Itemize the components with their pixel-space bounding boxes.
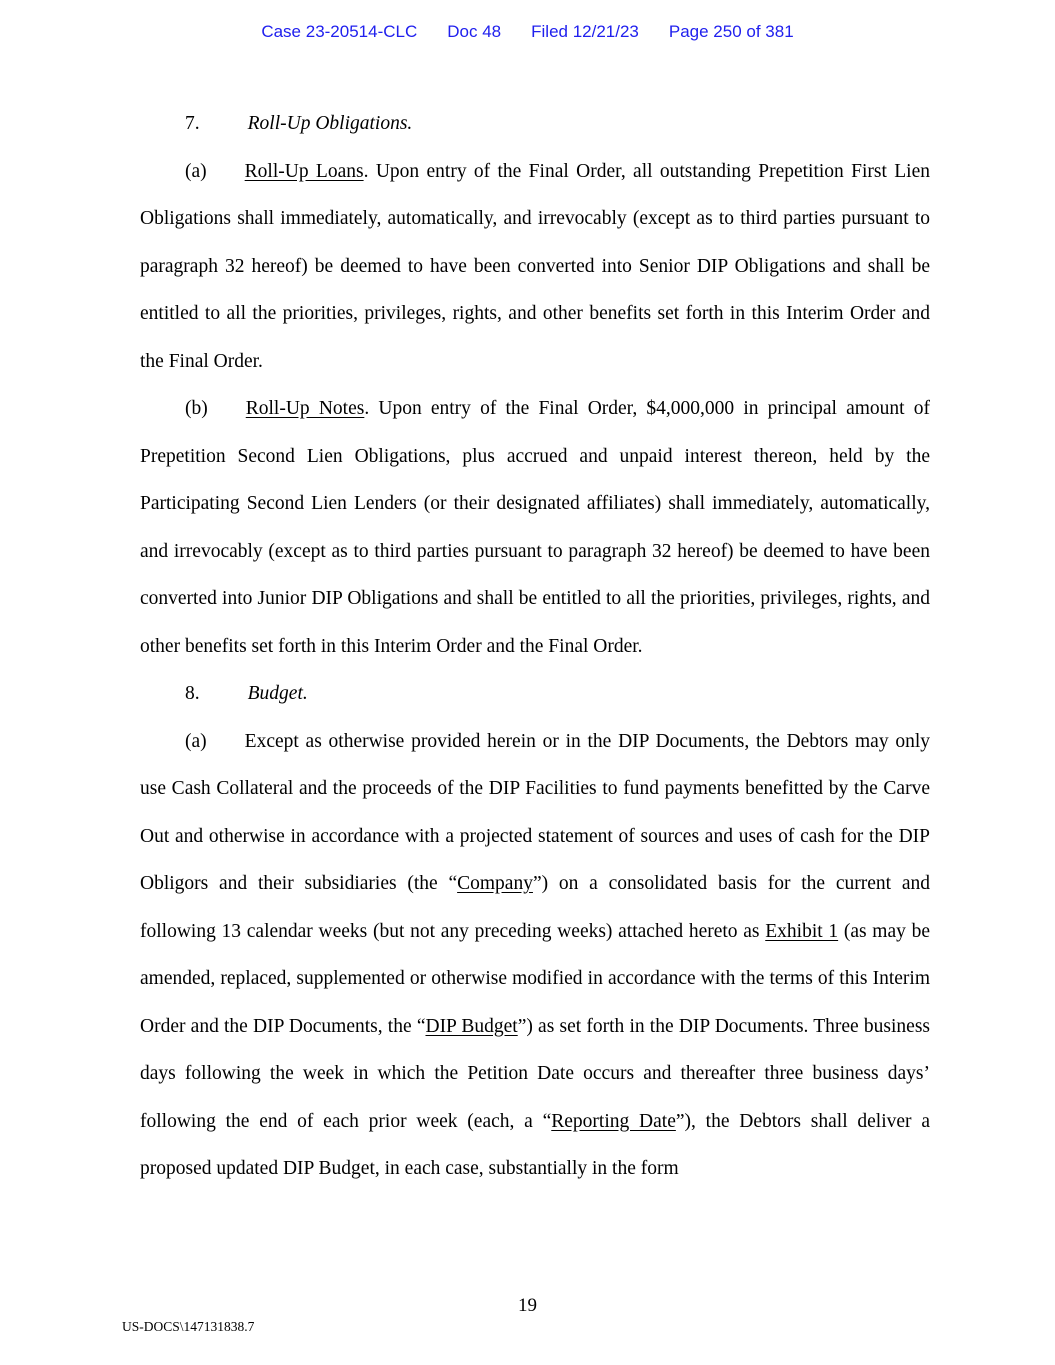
- document-body: [140, 100, 930, 1193]
- case-stamp: [0, 22, 1055, 42]
- defined-term-company: Company: [457, 873, 533, 894]
- body-text: ”) as set forth in the DIP Documents. Three business days following the week in which the Petition Date occurs and thereafter three business days’ following the end of each prior week (each, a “: [140, 1015, 930, 1132]
- body-text: . Upon entry of the Final Order, $4,000,000 in principal amount of Prepetition Second Lien Obligations, plus accrued and unpaid interest thereon, held by the Participating Second Lien Lenders (or their designated affiliates) shall immediately, automatically, and irrevocably (except as to third parties pursuant to paragraph 32 hereof) be deemed to have been converted into Junior DIP Obligations and shall be entitled to all the priorities, privileges, rights, and other benefits set forth in this Interim Order and the Final Order.: [140, 398, 930, 657]
- paragraph-7b: [140, 385, 930, 670]
- stamp-filed-date: Filed 12/21/23: [531, 22, 639, 41]
- body-text: ”) on a consolidated basis for the current and following 13 calendar weeks (but not any preceding weeks) attached hereto as: [140, 873, 931, 942]
- subparagraph-label: (a): [185, 160, 207, 182]
- paragraph-7a: [140, 148, 930, 386]
- paragraph-title: Roll-Up Obligations.: [247, 113, 413, 134]
- defined-term-dip-budget: DIP Budget: [425, 1015, 518, 1037]
- body-text: ”), the Debtors shall deliver a proposed updated DIP Budget, in each case, substantially in the form: [140, 1110, 930, 1179]
- paragraph-7-heading: [140, 100, 930, 148]
- defined-term-roll-up-loans: Roll-Up Loans: [244, 160, 364, 182]
- subparagraph-label: (a): [185, 730, 207, 752]
- defined-term-reporting-date: Reporting Date: [551, 1110, 676, 1132]
- page-number: 19: [518, 1295, 537, 1316]
- paragraph-title: Budget.: [247, 683, 308, 704]
- paragraph-number: 8.: [185, 683, 200, 704]
- body-text: (as may be amended, replaced, supplemented or otherwise modified in accordance with the terms of this Interim Order and the DIP Documents, the “: [140, 920, 930, 1037]
- stamp-case-number: Case 23-20514-CLC: [261, 22, 418, 41]
- body-text: . Upon entry of the Final Order, all outstanding Prepetition First Lien Obligations shall immediately, automatically, and irrevocably (except as to third parties pursuant to paragraph 32 hereof) be deemed to have been converted into Senior DIP Obligations and shall be entitled to all the priorities, privileges, rights, and other benefits set forth in this Interim Order and the Final Order.: [140, 160, 930, 372]
- subparagraph-label: (b): [185, 398, 208, 419]
- defined-term-roll-up-notes: Roll-Up Notes: [245, 398, 365, 419]
- body-text: Except as otherwise provided herein or in the DIP Documents, the Debtors may only use Cash Collateral and the proceeds of the DIP Facilities to fund payments benefitted by the Carve Out and otherwise in accordance with a projected statement of sources and uses of cash for the DIP Obligors and their subsidiaries (the “: [140, 730, 930, 894]
- defined-term-exhibit-1: Exhibit 1: [765, 920, 839, 942]
- paragraph-8a: [140, 718, 930, 1193]
- paragraph-number: 7.: [185, 113, 200, 134]
- paragraph-8-heading: [140, 670, 930, 718]
- stamp-page-of: Page 250 of 381: [668, 22, 794, 41]
- document-id-footer: US-DOCS\147131838.7: [122, 1319, 255, 1334]
- stamp-doc-number: Doc 48: [447, 22, 502, 41]
